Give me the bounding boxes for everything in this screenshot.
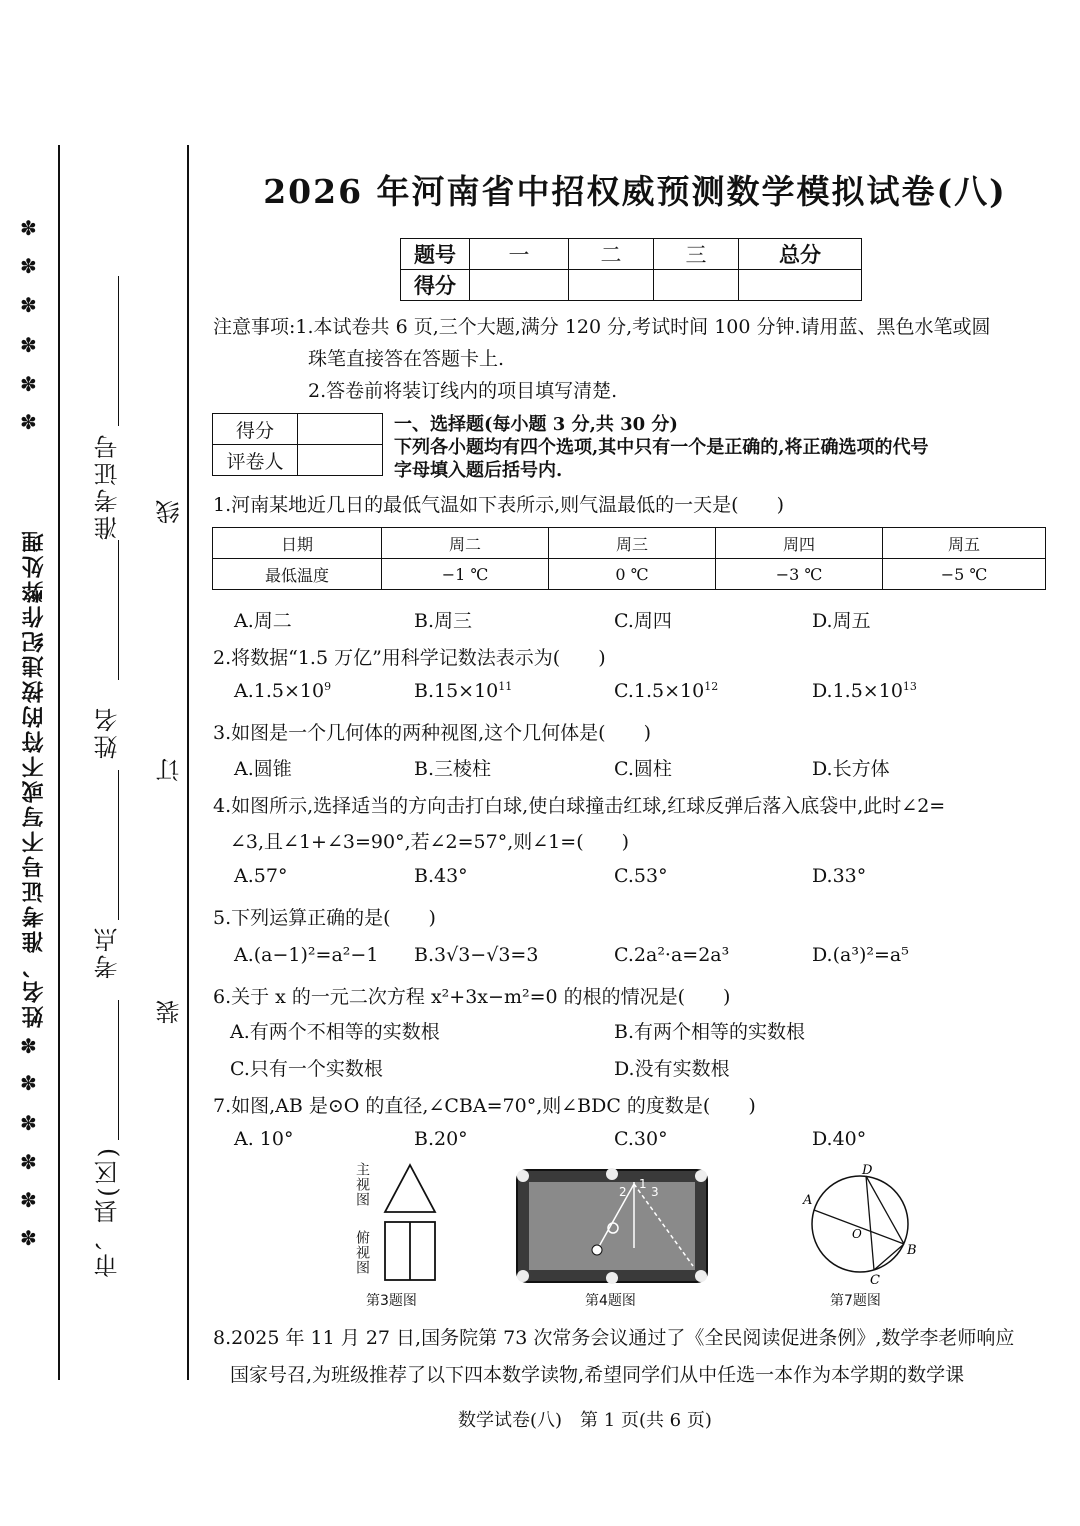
grader-name-label: 评卷人 (213, 445, 298, 476)
q4-option-d[interactable]: D.33° (812, 865, 867, 887)
grader-name-cell[interactable] (298, 445, 383, 476)
q2-option-c[interactable] (614, 680, 718, 702)
fig7-point-label: O (852, 1227, 862, 1241)
star-ornament: ✽ (20, 1071, 37, 1095)
q3-stem: 3.如图是一个几何体的两种视图,这个几何体是( ) (213, 722, 651, 744)
margin-right-rule (187, 145, 189, 1380)
q6-option-b[interactable]: B.有两个相等的实数根 (614, 1021, 806, 1043)
star-ornament: ✽ (20, 1150, 37, 1174)
binding-zhuang-char: 装 (156, 997, 184, 1024)
name-label: 姓名 (94, 705, 122, 759)
q5-option-d[interactable]: D.(a³)²=a⁵ (812, 944, 909, 966)
binding-ding-char: 订 (156, 755, 184, 782)
fig7-circle-drawing (800, 1162, 920, 1287)
fig3-front-triangle (385, 1165, 435, 1212)
star-ornament: ✽ (20, 1226, 37, 1250)
score-header-cell: 总分 (739, 239, 862, 270)
star-ornament: ✽ (20, 372, 37, 396)
fig3-top-view-label: 俯视图 (354, 1230, 370, 1275)
q4-option-a[interactable]: A.57° (234, 865, 288, 887)
fig7-chord-dc (866, 1176, 874, 1270)
q6-option-c[interactable]: C.只有一个实数根 (230, 1058, 383, 1080)
region-label: 市、县(区) (94, 1145, 122, 1278)
venue-label: 考点 (94, 925, 122, 979)
q7-option-a[interactable]: A. 10° (234, 1128, 294, 1150)
score-header-cell: 一 (470, 239, 569, 270)
fig4-table-felt (529, 1182, 695, 1270)
q7-option-c[interactable]: C.30° (614, 1128, 668, 1150)
fig4-billiard-drawing (515, 1168, 710, 1286)
fig7-point-label: D (862, 1163, 873, 1178)
section1-heading: 一、选择题(每小题 3 分,共 30 分) (394, 414, 678, 435)
temp-row-label: 最低温度 (213, 559, 382, 590)
star-ornament: ✽ (20, 1111, 37, 1135)
q6-option-a[interactable]: A.有两个不相等的实数根 (230, 1021, 440, 1043)
fig4-pocket (517, 1270, 529, 1282)
q4-option-b[interactable]: B.43° (414, 865, 468, 887)
fig3-views-drawing (380, 1160, 440, 1285)
fig3-front-view-label: 主视图 (354, 1162, 370, 1207)
fig3-caption: 第3题图 (366, 1293, 417, 1309)
temp-value-cell: −1 ℃ (382, 559, 549, 590)
notes-line-3: 2.答卷前将装订线内的项目填写清楚. (308, 380, 618, 402)
star-ornament: ✽ (20, 254, 37, 278)
star-ornament: ✽ (20, 333, 37, 357)
score-table (400, 238, 862, 301)
fig4-angle-label: 1 (639, 1177, 647, 1191)
q5-stem: 5.下列运算正确的是( ) (213, 907, 436, 929)
q1-temperature-table (212, 527, 1046, 590)
q2-option-d-base: D.1.5×10 (812, 680, 903, 702)
q2-option-c-exp: 12 (704, 680, 719, 693)
score-input-cell[interactable] (654, 270, 739, 301)
temp-header-cell: 日期 (213, 528, 382, 559)
q2-option-b[interactable] (414, 680, 512, 702)
q1-option-b[interactable]: B.周三 (414, 610, 473, 632)
grader-table (212, 413, 383, 476)
notes-line-1: 注意事项:1.本试卷共 6 页,三个大题,满分 120 分,考试时间 100 分钟.请用蓝、黑色水笔或圆 (213, 316, 991, 338)
grader-score-cell[interactable] (298, 414, 383, 445)
exam-id-label: 准考证号 (94, 432, 122, 540)
q3-option-d[interactable]: D.长方体 (812, 758, 890, 780)
fig7-circle (812, 1176, 908, 1272)
q1-option-c[interactable]: C.周四 (614, 610, 672, 632)
name-blank[interactable] (118, 540, 119, 680)
score-input-cell[interactable] (739, 270, 862, 301)
fig4-pocket (606, 1272, 618, 1284)
temp-value-cell: 0 ℃ (549, 559, 716, 590)
star-ornament: ✽ (20, 1034, 37, 1058)
q5-option-b[interactable]: B.3√3−√3=3 (414, 944, 539, 966)
q4-option-c[interactable]: C.53° (614, 865, 668, 887)
fig4-angle-label: 2 (619, 1185, 627, 1199)
exam-title: 2026 年河南省中招权威预测数学模拟试卷(八) (263, 172, 1007, 211)
q7-stem: 7.如图,AB 是⊙O 的直径,∠CBA=70°,则∠BDC 的度数是( ) (213, 1095, 756, 1117)
temp-header-cell: 周四 (716, 528, 883, 559)
fig7-point-label: C (870, 1273, 880, 1287)
region-blank[interactable] (118, 1000, 119, 1140)
fig7-point-label: B (907, 1243, 917, 1258)
q3-option-b[interactable]: B.三棱柱 (414, 758, 492, 780)
temp-header-cell: 周三 (549, 528, 716, 559)
fig7-caption: 第7题图 (830, 1293, 881, 1309)
q6-option-d[interactable]: D.没有实数根 (614, 1058, 730, 1080)
score-input-cell[interactable] (470, 270, 569, 301)
q6-stem: 6.关于 x 的一元二次方程 x²+3x−m²=0 的根的情况是( ) (213, 986, 731, 1008)
q3-option-a[interactable]: A.圆锥 (234, 758, 292, 780)
q2-stem: 2.将数据“1.5 万亿”用科学记数法表示为( ) (213, 647, 606, 669)
section1-instruction-1: 下列各小题均有四个选项,其中只有一个是正确的,将正确选项的代号 (394, 437, 929, 458)
q1-option-d[interactable]: D.周五 (812, 610, 871, 632)
notes-line-2: 珠笔直接答在答题卡上. (308, 348, 505, 370)
q3-option-c[interactable]: C.圆柱 (614, 758, 672, 780)
score-input-cell[interactable] (569, 270, 654, 301)
q5-option-c[interactable]: C.2a²·a=2a³ (614, 944, 730, 966)
q2-option-b-base: B.15×10 (414, 680, 499, 702)
temp-value-cell: −5 ℃ (883, 559, 1046, 590)
exam-id-blank[interactable] (118, 276, 119, 426)
q2-option-d[interactable] (812, 680, 917, 702)
grader-score-label: 得分 (213, 414, 298, 445)
star-ornament: ✽ (20, 293, 37, 317)
fig7-chord-cb (874, 1244, 904, 1270)
star-ornament: ✽ (20, 1188, 37, 1212)
fig4-pocket (517, 1170, 529, 1182)
star-ornament: ✽ (20, 410, 37, 434)
fig4-white-ball (592, 1245, 602, 1255)
temp-header-cell: 周五 (883, 528, 1046, 559)
fig4-caption: 第4题图 (585, 1293, 636, 1309)
q1-stem: 1.河南某地近几日的最低气温如下表所示,则气温最低的一天是( ) (213, 494, 784, 516)
q8-line-2: 国家号召,为班级推荐了以下四本数学读物,希望同学们从中任选一本作为本学期的数学课 (230, 1364, 965, 1386)
q5-option-a[interactable]: A.(a−1)²=a²−1 (234, 944, 379, 966)
margin-left-rule (58, 145, 60, 1380)
q7-option-d[interactable]: D.40° (812, 1128, 867, 1150)
fig7-chord-db (866, 1176, 904, 1244)
binding-line-char: 线 (156, 497, 184, 524)
venue-blank[interactable] (118, 770, 119, 920)
page-footer: 数学试卷(八) 第 1 页(共 6 页) (458, 1410, 712, 1431)
q2-option-a[interactable] (234, 680, 331, 702)
fig4-pocket (695, 1270, 707, 1282)
q7-option-b[interactable]: B.20° (414, 1128, 468, 1150)
q2-option-d-exp: 13 (902, 680, 917, 693)
q4-stem-line-2: ∠3,且∠1+∠3=90°,若∠2=57°,则∠1=( ) (230, 831, 630, 853)
q2-option-b-exp: 11 (498, 680, 513, 693)
temp-header-cell: 周二 (382, 528, 549, 559)
anti-cheat-warning: 姓名、准考证号不写或不符的按违纪作弊处理 (21, 528, 47, 1028)
star-ornament: ✽ (20, 216, 37, 240)
fig4-pocket (606, 1168, 618, 1180)
temp-value-cell: −3 ℃ (716, 559, 883, 590)
q8-line-1: 8.2025 年 11 月 27 日,国务院第 73 次常务会议通过了《全民阅读促进条例》,数学李老师响应 (213, 1327, 1015, 1349)
section1-instruction-2: 字母填入题后括号内. (394, 460, 563, 481)
fig4-pocket (695, 1170, 707, 1182)
q2-option-c-base: C.1.5×10 (614, 680, 705, 702)
q1-option-a[interactable]: A.周二 (234, 610, 292, 632)
score-row-label: 得分 (401, 270, 470, 301)
q4-stem-line-1: 4.如图所示,选择适当的方向击打白球,使白球撞击红球,红球反弹后落入底袋中,此时∠2= (213, 795, 946, 817)
score-header-cell: 二 (569, 239, 654, 270)
q2-option-a-exp: 9 (324, 680, 332, 693)
score-header-cell: 题号 (401, 239, 470, 270)
fig4-angle-label: 3 (651, 1185, 659, 1199)
q2-option-a-base: A.1.5×10 (234, 680, 325, 702)
fig7-point-label: A (803, 1193, 813, 1208)
score-header-cell: 三 (654, 239, 739, 270)
